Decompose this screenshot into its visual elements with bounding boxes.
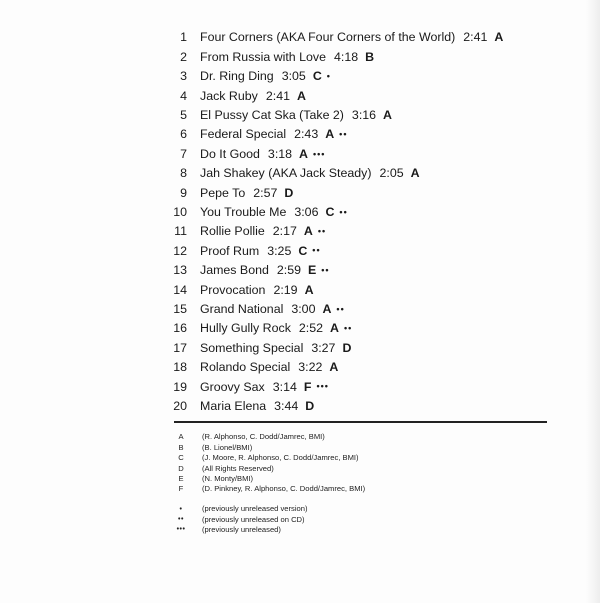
track-publisher-code: D (284, 185, 294, 200)
track-duration: 2:59 (276, 263, 301, 278)
credit-key: C (178, 453, 184, 463)
publishing-credits-legend (172, 432, 365, 494)
track-publisher-code: F (303, 379, 312, 394)
track-duration: 3:22 (298, 360, 323, 375)
track-title: Jack Ruby (200, 88, 258, 103)
track-duration: 3:14 (272, 379, 297, 394)
track-publisher-code: A (494, 30, 504, 45)
track-title: Rolando Special (200, 360, 291, 375)
track-release-marks: •• (339, 206, 348, 217)
track-title: Groovy Sax (200, 379, 265, 394)
track-title: Pepe To (200, 185, 246, 200)
track-row (160, 396, 580, 415)
track-number: 7 (180, 146, 187, 161)
track-number: 18 (173, 360, 187, 375)
credit-key: B (178, 442, 184, 452)
credit-row (172, 453, 365, 463)
credit-text: (R. Alphonso, C. Dodd/Jamrec, BMI) (202, 432, 325, 442)
mark-symbol: ••• (176, 526, 186, 534)
track-row (160, 28, 580, 47)
track-duration: 4:18 (334, 49, 359, 64)
track-number: 2 (180, 49, 187, 64)
track-publisher-code: A (322, 301, 332, 316)
mark-legend-row (172, 504, 308, 514)
track-release-marks: •• (312, 245, 321, 256)
track-row (160, 106, 580, 125)
track-duration: 3:44 (274, 398, 299, 413)
track-number: 16 (173, 321, 187, 336)
track-number: 6 (180, 127, 187, 142)
credit-row (172, 432, 365, 442)
track-release-marks: • (326, 70, 331, 81)
track-title: Do It Good (200, 146, 260, 161)
credit-row (172, 474, 365, 484)
track-publisher-code: D (305, 398, 315, 413)
track-duration: 2:41 (463, 30, 488, 45)
track-title: You Trouble Me (200, 205, 287, 219)
track-number: 19 (173, 379, 187, 394)
track-row (160, 338, 580, 357)
track-number: 15 (173, 301, 187, 316)
track-duration: 3:27 (311, 340, 336, 355)
track-title: From Russia with Love (200, 49, 327, 64)
track-row (160, 125, 580, 144)
track-release-marks: •• (321, 264, 330, 275)
track-duration: 2:17 (272, 224, 297, 239)
credit-key: E (178, 473, 184, 483)
track-row (160, 280, 580, 299)
track-duration: 2:41 (265, 88, 290, 103)
track-title: Dr. Ring Ding (200, 69, 274, 84)
credit-row (172, 463, 365, 473)
track-release-marks: ••• (313, 148, 326, 159)
track-number: 4 (180, 88, 187, 103)
track-title: Proof Rum (200, 243, 260, 258)
track-publisher-code: A (303, 224, 313, 239)
track-number: 5 (180, 108, 187, 123)
track-publisher-code: A (410, 166, 420, 181)
track-row (160, 377, 580, 396)
track-duration: 3:16 (351, 108, 377, 123)
track-number: 3 (180, 69, 187, 84)
track-number: 8 (180, 166, 187, 181)
track-duration: 2:43 (294, 127, 319, 142)
mark-symbol: •• (178, 516, 184, 524)
track-release-marks: ••• (316, 381, 329, 392)
track-row (160, 319, 580, 338)
track-publisher-code: A (325, 127, 335, 142)
credit-text: (N. Monty/BMI) (202, 473, 254, 483)
track-duration: 2:52 (298, 321, 324, 336)
track-publisher-code: A (329, 360, 339, 375)
track-release-marks: •• (339, 129, 348, 140)
track-publisher-code: E (308, 263, 317, 278)
credit-text: (J. Moore, R. Alphonso, C. Dodd/Jamrec, BMI) (202, 453, 359, 463)
track-row (160, 47, 580, 66)
track-number: 12 (173, 243, 187, 258)
credit-row (172, 442, 365, 452)
track-publisher-code: A (296, 88, 306, 103)
mark-description: (previously unreleased on CD) (202, 514, 305, 524)
tracklist (160, 28, 580, 416)
track-row (160, 164, 580, 183)
track-publisher-code: D (342, 340, 352, 355)
track-publisher-code: B (365, 49, 375, 64)
track-number: 1 (180, 30, 187, 45)
credit-row (172, 484, 365, 494)
track-number: 20 (173, 398, 187, 413)
track-row (160, 222, 580, 241)
track-title: Grand National (200, 301, 284, 316)
track-duration: 3:06 (294, 205, 319, 219)
track-duration: 2:05 (379, 166, 404, 181)
track-row (160, 299, 580, 318)
track-duration: 2:19 (273, 282, 298, 297)
page-edge-shadow (586, 0, 600, 603)
track-duration: 3:05 (281, 69, 306, 84)
track-number: 13 (173, 263, 187, 278)
track-release-marks: •• (317, 226, 327, 237)
track-number: 9 (180, 185, 187, 200)
track-row (160, 261, 580, 280)
track-title: Jah Shakey (AKA Jack Steady) (200, 166, 372, 181)
track-release-marks: •• (336, 303, 345, 314)
mark-legend-row (172, 525, 308, 535)
track-duration: 3:00 (291, 301, 316, 316)
credit-text: (B. Lionel/BMI) (202, 442, 253, 452)
track-publisher-code: C (312, 69, 322, 84)
track-number: 17 (173, 340, 187, 355)
credit-text: (D. Pinkney, R. Alphonso, C. Dodd/Jamrec, BMI) (202, 484, 366, 494)
track-title: James Bond (200, 263, 269, 278)
track-duration: 3:25 (267, 243, 292, 258)
track-row (160, 183, 580, 202)
mark-description: (previously unreleased version) (202, 504, 308, 514)
track-title: Four Corners (AKA Four Corners of the World) (200, 30, 456, 45)
credit-text: (All Rights Reserved) (202, 463, 274, 473)
track-publisher-code: A (383, 108, 392, 123)
mark-legend-row (172, 514, 308, 524)
track-release-marks: •• (343, 323, 353, 334)
track-publisher-code: A (304, 282, 314, 297)
track-row (160, 67, 580, 86)
track-duration: 2:57 (253, 185, 278, 200)
track-title: Maria Elena (200, 398, 267, 413)
track-row (160, 144, 580, 163)
track-publisher-code: C (298, 243, 308, 258)
track-number: 11 (174, 224, 187, 239)
track-publisher-code: A (330, 321, 339, 336)
track-row (160, 241, 580, 260)
track-publisher-code: C (325, 205, 335, 219)
credit-key: A (178, 432, 184, 442)
track-title: Provocation (200, 282, 266, 297)
track-number: 14 (173, 282, 187, 297)
track-title: Hully Gully Rock (200, 321, 291, 336)
mark-description: (previously unreleased) (202, 525, 281, 535)
track-publisher-code: A (299, 146, 308, 161)
track-title: Federal Special (200, 127, 287, 142)
credit-key: D (178, 463, 184, 473)
track-row (160, 86, 580, 105)
mark-symbol: • (179, 505, 183, 513)
track-row (160, 203, 580, 222)
track-title: Something Special (200, 340, 304, 355)
divider-line (174, 421, 547, 423)
credit-key: F (178, 484, 184, 494)
track-row (160, 358, 580, 377)
track-title: Rollie Pollie (200, 224, 265, 239)
track-title: El Pussy Cat Ska (Take 2) (200, 108, 344, 123)
track-number: 10 (173, 205, 187, 219)
release-marks-legend (172, 504, 308, 535)
track-duration: 3:18 (267, 146, 293, 161)
